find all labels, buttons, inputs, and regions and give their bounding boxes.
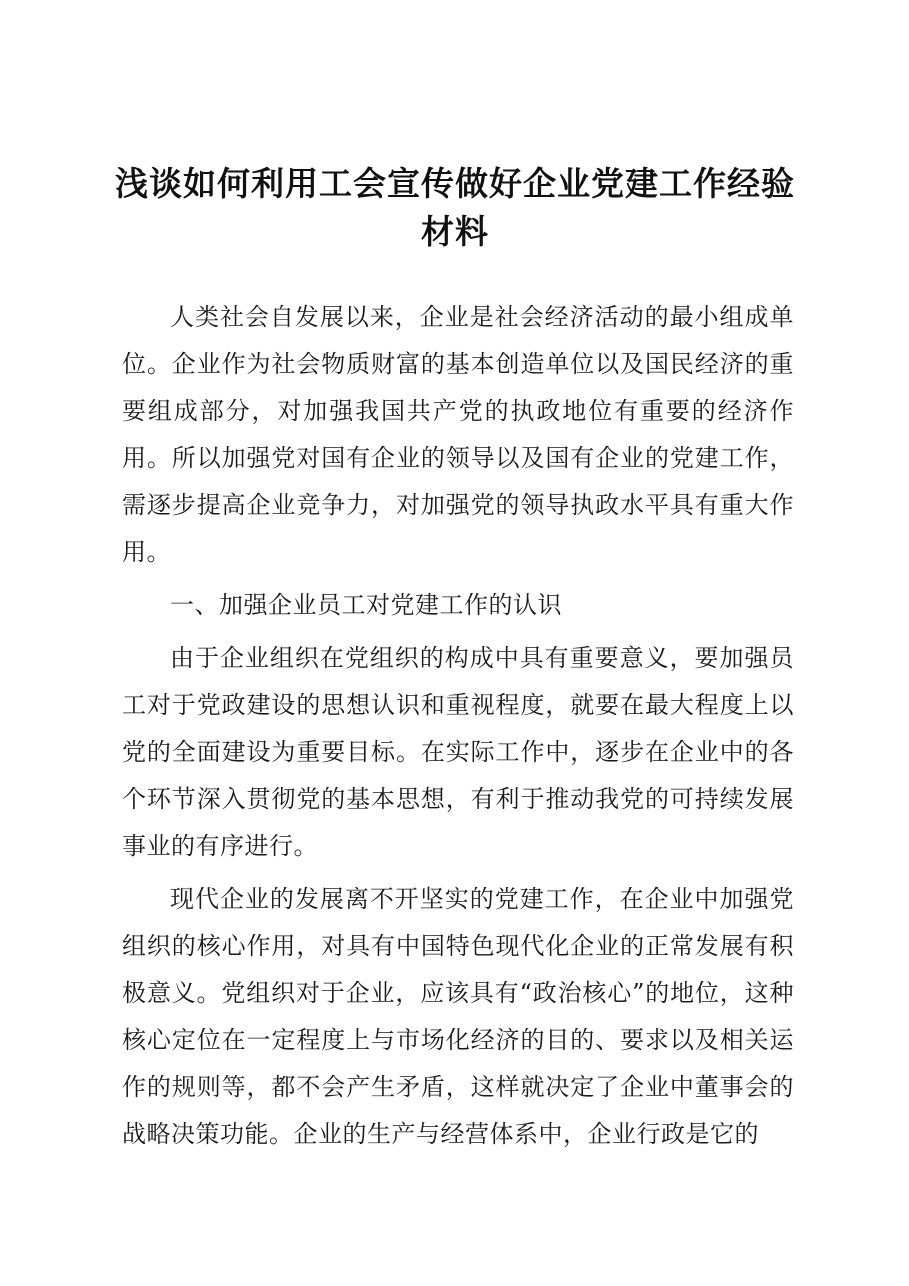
document-title: 浅谈如何利用工会宣传做好企业党建工作经验材料 [115,164,795,251]
paragraph-intro: 人类社会自发展以来，企业是社会经济活动的最小组成单位。企业作为社会物质财富的基本创造单位以及国民经济的重要组成部分，对加强我国共产党的执政地位有重要的经济作用。所以加强党对国有企业的领导以及国有企业的党建工作，需逐步提高企业竞争力，对加强党的领导执政水平具有重大作用。 [122,303,794,566]
paragraph-section-1-a: 由于企业组织在党组织的构成中具有重要意义，要加强员工对于党政建设的思想认识和重视程度，就要在最大程度上以党的全面建设为重要目标。在实际工作中，逐步在企业中的各个环节深入贯彻党的基本思想，有利于推动我党的可持续发展事业的有序进行。 [122,644,794,860]
section-heading-1: 一、加强企业员工对党建工作的认识 [170,591,562,619]
paragraph-section-1-b: 现代企业的发展离不开坚实的党建工作，在企业中加强党组织的核心作用，对具有中国特色现代化企业的正常发展有积极意义。党组织对于企业，应该具有“政治核心”的地位，这种核心定位在一定程度上与市场化经济的目的、要求以及相关运作的规则等，都不会产生矛盾，这样就决定了企业中董事会的战略决策功能。企业的生产与经营体系中，企业行政是它的 [122,885,794,1148]
document-body [122,294,794,1164]
